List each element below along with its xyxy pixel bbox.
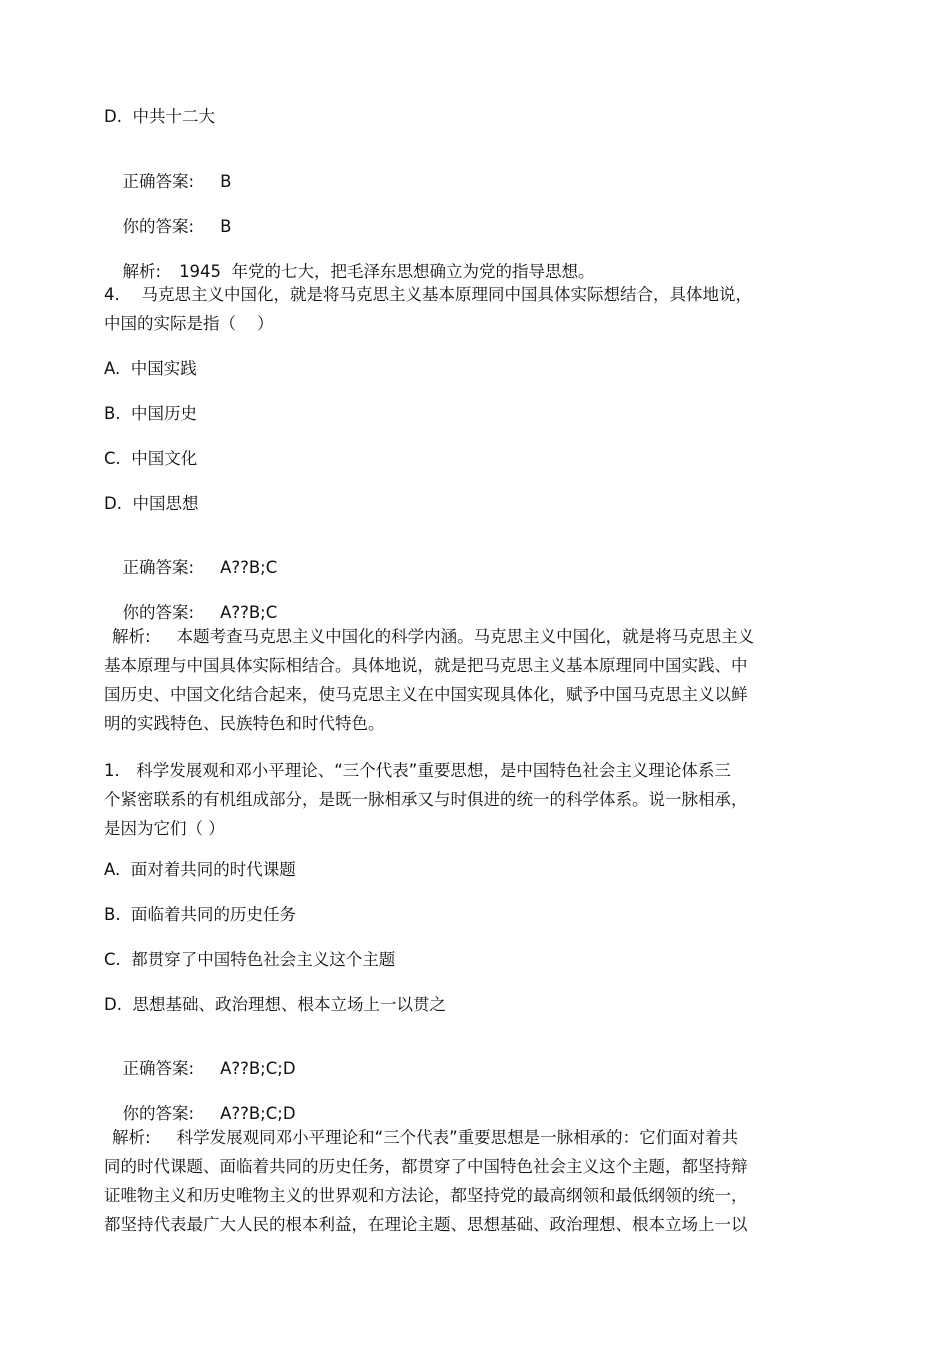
option-d: D. 中共十二大 [104, 107, 215, 126]
analysis-label: 解析: [122, 262, 162, 281]
analysis-row [112, 242, 595, 282]
question-4-stem-line-2: 中国的实际是指（ ） [104, 314, 274, 333]
question-1-analysis [104, 1123, 816, 1239]
correct-answer-value: A??B;C [220, 558, 278, 577]
analysis-line: 基本原理与中国具体实际相结合。具体地说，就是把马克思主义基本原理同中国实践、中 [104, 656, 748, 675]
analysis-line: 本题考查马克思主义中国化的科学内涵。马克思主义中国化，就是将马克思主义 [176, 627, 755, 646]
question-1-your-answer-row [112, 1084, 296, 1124]
analysis-label: 解析: [112, 1128, 151, 1147]
your-answer-value: B [220, 217, 232, 236]
question-4-option-a: A. 中国实践 [104, 359, 197, 378]
analysis-line: 科学发展观同邓小平理论和“三个代表”重要思想是一脉相承的：它们面对着共 [176, 1128, 739, 1147]
question-4-correct-answer-row [112, 538, 277, 578]
question-4-option-d: D. 中国思想 [104, 494, 199, 513]
question-1-stem-line: 个紧密联系的有机组成部分，是既一脉相承又与时俱进的统一的科学体系。说一脉相承， [104, 790, 748, 809]
question-1-option-d: D. 思想基础、政治理想、根本立场上一以贯之 [104, 995, 446, 1014]
correct-answer-value: A??B;C;D [220, 1059, 296, 1078]
analysis-label: 解析: [112, 627, 151, 646]
analysis-line: 证唯物主义和历史唯物主义的世界观和方法论，都坚持党的最高纲领和最低纲领的统一， [104, 1186, 748, 1205]
your-answer-label: 你的答案: [122, 217, 195, 236]
analysis-line: 同的时代课题、面临着共同的历史任务，都贯穿了中国特色社会主义这个主题，都坚持辩 [104, 1157, 748, 1176]
question-4-analysis [104, 622, 816, 738]
question-1-option-c: C. 都贯穿了中国特色社会主义这个主题 [104, 950, 396, 969]
correct-answer-label: 正确答案: [122, 558, 195, 577]
question-1-correct-answer-row [112, 1039, 296, 1079]
question-1-stem-line: 是因为它们（ ） [104, 819, 225, 838]
question-1-stem-line: 1． 科学发展观和邓小平理论、“三个代表”重要思想，是中国特色社会主义理论体系三 [104, 761, 731, 780]
your-answer-value: A??B;C [220, 603, 278, 622]
question-1-stem [104, 756, 816, 843]
question-1-option-a: A. 面对着共同的时代课题 [104, 860, 296, 879]
your-answer-row [112, 197, 231, 237]
analysis-line: 都坚持代表最广大人民的根本利益，在理论主题、思想基础、政治理想、根本立场上一以 [104, 1215, 748, 1234]
question-4-option-c: C. 中国文化 [104, 449, 198, 468]
correct-answer-value: B [220, 172, 232, 191]
your-answer-label: 你的答案: [122, 603, 195, 622]
your-answer-label: 你的答案: [122, 1104, 195, 1123]
correct-answer-label: 正确答案: [122, 172, 195, 191]
analysis-line: 明的实践特色、民族特色和时代特色。 [104, 714, 385, 733]
question-4-stem-line-1: 4． 马克思主义中国化，就是将马克思主义基本原理同中国具体实际想结合，具体地说， [104, 285, 752, 304]
correct-answer-label: 正确答案: [122, 1059, 195, 1078]
correct-answer-row [112, 152, 231, 192]
analysis-text: 1945 年党的七大，把毛泽东思想确立为党的指导思想。 [179, 262, 595, 281]
question-1-option-b: B. 面临着共同的历史任务 [104, 905, 297, 924]
question-4-option-b: B. 中国历史 [104, 404, 198, 423]
your-answer-value: A??B;C;D [220, 1104, 296, 1123]
analysis-line: 国历史、中国文化结合起来，使马克思主义在中国实现具体化，赋予中国马克思主义以鲜 [104, 685, 748, 704]
question-4-your-answer-row [112, 583, 277, 623]
